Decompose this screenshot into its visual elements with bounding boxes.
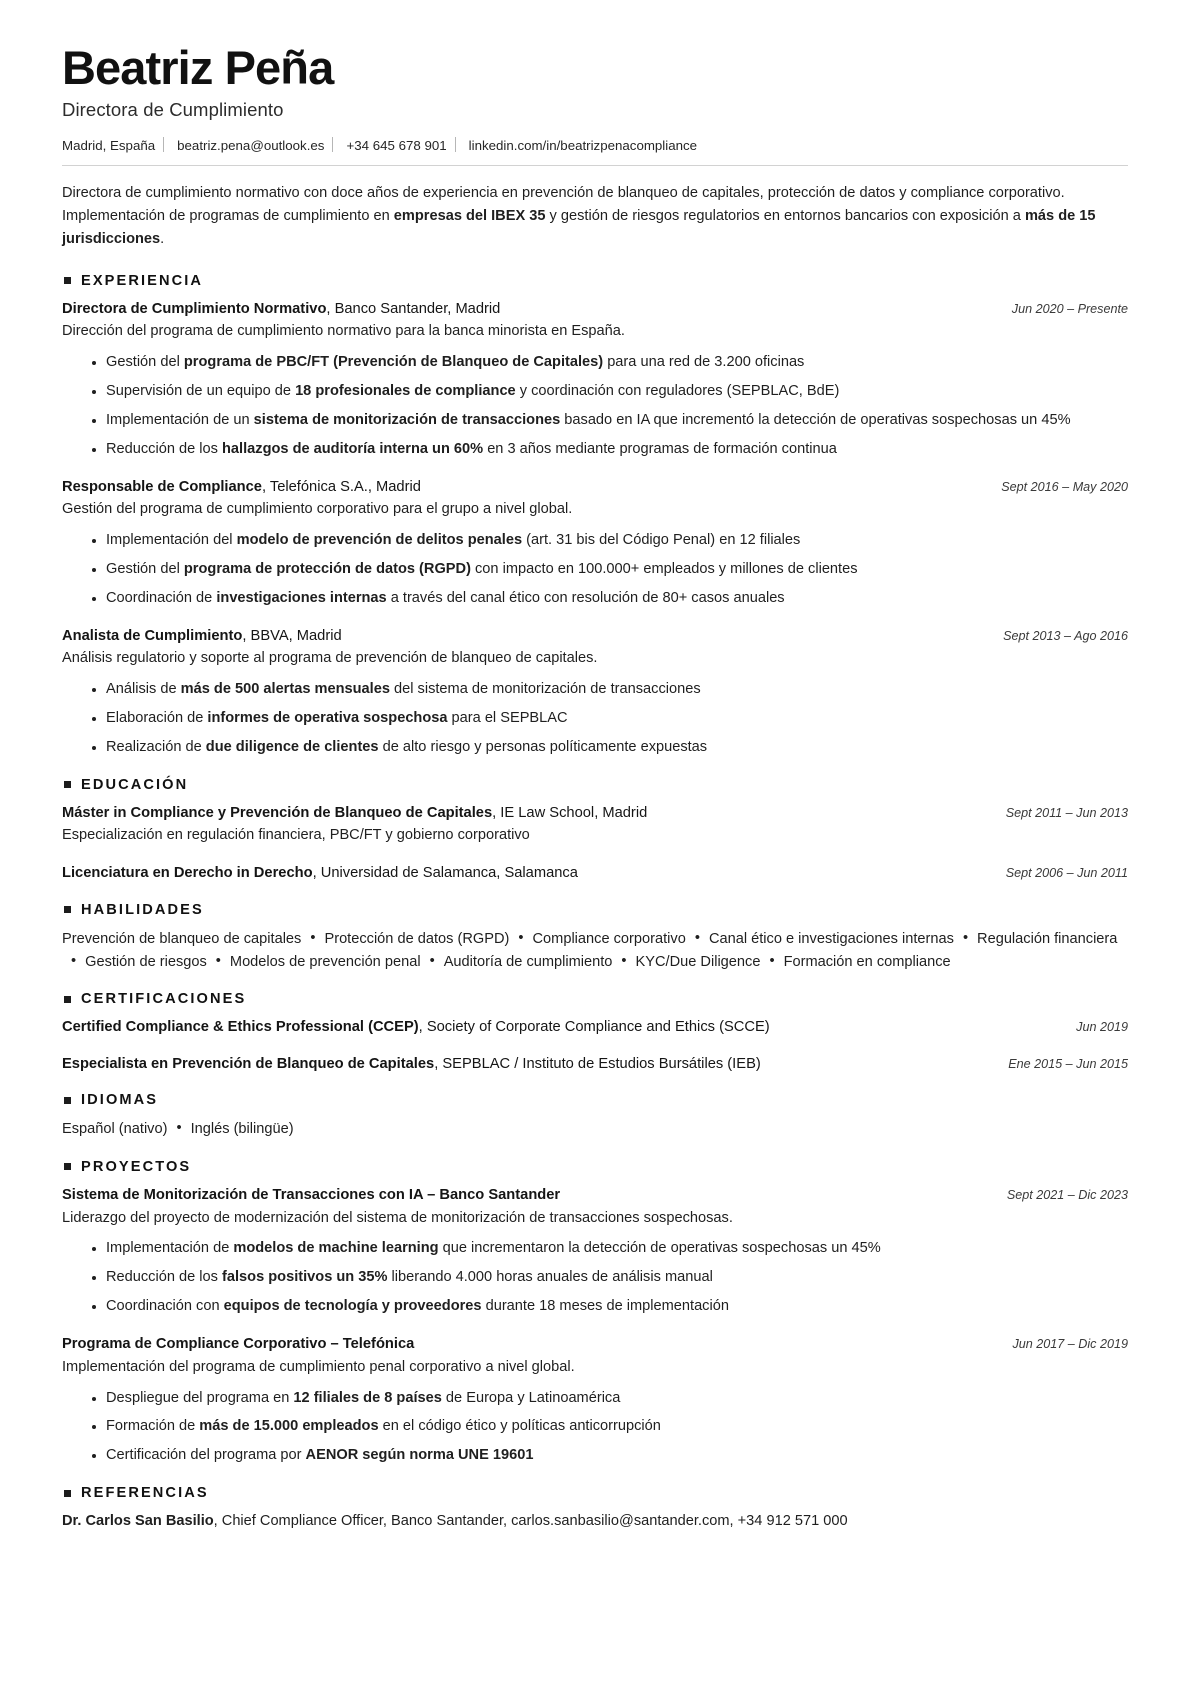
list-item: Auditoría de cumplimiento: [443, 953, 613, 970]
entry-bullet: [92, 679, 1128, 701]
entry-organization: , Universidad de Salamanca, Salamanca: [312, 865, 578, 882]
contact-separator: [455, 137, 456, 152]
entry-description: Gestión del programa de cumplimiento corporativo para el grupo a nivel global.: [62, 501, 573, 518]
entry: [62, 1185, 1128, 1318]
entry-title: [62, 1185, 560, 1206]
entry: [62, 803, 1128, 847]
section-marker-icon: [64, 781, 71, 788]
entry-bullet: [92, 1445, 1128, 1467]
bullet-text: Despliegue del programa en: [106, 1389, 294, 1406]
candidate-headline: Directora de Cumplimiento: [62, 98, 284, 120]
entry-bullet-list: [62, 352, 1128, 461]
section-header-educacion: [64, 777, 1128, 793]
entry-bullet: [92, 559, 1128, 581]
bullet-highlight: 12 filiales de 8 países: [293, 1389, 442, 1406]
summary-text-1: Directora de cumplimiento normativo con doce años de experiencia en prevención de blanqueo de capitales, protección de datos y compliance corporativo. Implementación de programas de cumplimiento en: [62, 184, 1065, 224]
entry-bullet-list: [62, 530, 1128, 610]
entry-organization: , BBVA, Madrid: [242, 627, 342, 644]
section-header-proyectos: [64, 1159, 1128, 1175]
entry-title: [62, 803, 647, 824]
bullet-dot-icon: •: [71, 952, 77, 969]
entry-header: [62, 1054, 1128, 1075]
entry-bullet: [92, 1267, 1128, 1289]
section-header-referencias: [64, 1485, 1128, 1501]
bullet-text: para una red de 3.200 oficinas: [603, 354, 805, 371]
section-header-habilidades: [64, 902, 1128, 918]
section-header-idiomas: [64, 1092, 1128, 1108]
entry-bullet: [92, 439, 1128, 461]
section-habilidades: [62, 902, 1128, 973]
entry-role: Especialista en Prevención de Blanqueo de Capitales: [62, 1055, 435, 1072]
bullet-text: basado en IA que incrementó la detección de operativas sospechosas un 45%: [560, 411, 1071, 428]
bullet-text: en 3 años mediante programas de formación continua: [483, 440, 837, 457]
entry-bullet: [92, 381, 1128, 403]
resume-header: [62, 41, 1128, 153]
bullet-highlight: programa de PBC/FT (Prevención de Blanqueo de Capitales): [183, 354, 604, 371]
list-item: Gestión de riesgos: [85, 953, 207, 970]
reference-name: Dr. Carlos San Basilio: [62, 1513, 214, 1530]
entry-bullet-list: [62, 1238, 1128, 1318]
entry-role: Licenciatura en Derecho in Derecho: [62, 865, 313, 882]
entry-date: Jun 2017 – Dic 2019: [1012, 1337, 1128, 1352]
bullet-text: Coordinación con: [106, 1298, 224, 1315]
section-marker-icon: [64, 1490, 71, 1497]
entry-bullet: [92, 1416, 1128, 1438]
bullet-text: Implementación de: [106, 1240, 234, 1257]
list-item: Inglés (bilingüe): [190, 1121, 294, 1138]
contact-item[interactable]: +34 645 678 901: [346, 137, 447, 153]
entry-title: [62, 477, 421, 498]
entry-organization: , SEPBLAC / Instituto de Estudios Bursátiles (IEB): [434, 1055, 761, 1072]
bullet-highlight: sistema de monitorización de transacciones: [253, 411, 561, 428]
bullet-text: Reducción de los: [106, 440, 223, 457]
bullet-text: Certificación del programa por: [106, 1447, 306, 1464]
entry-date: Sept 2016 – May 2020: [1001, 479, 1128, 494]
entry-header: [62, 863, 1128, 884]
contact-item[interactable]: beatriz.pena@outlook.es: [177, 137, 325, 153]
entry-bullet: [92, 708, 1128, 730]
contact-separator: [163, 137, 164, 152]
bullet-text: del sistema de monitorización de transacciones: [389, 681, 701, 698]
entry-header: [62, 1185, 1128, 1206]
entry-role: Sistema de Monitorización de Transacciones con IA – Banco Santander: [62, 1186, 561, 1203]
list-item: Español (nativo): [62, 1121, 168, 1138]
bullet-text: Gestión del: [106, 354, 184, 371]
bullet-dot-icon: •: [621, 952, 627, 969]
entry: [62, 1054, 1128, 1075]
entry-header: [62, 803, 1128, 824]
bullet-highlight: modelo de prevención de delitos penales: [236, 532, 523, 549]
entry-header: [62, 1334, 1128, 1355]
section-marker-icon: [64, 996, 71, 1003]
list-item: Prevención de blanqueo de capitales: [62, 930, 302, 947]
bullet-text: Implementación de un: [106, 411, 254, 428]
idiomas-inline-list: [62, 1118, 1128, 1141]
entry-role: Responsable de Compliance: [62, 478, 262, 495]
entry-bullet: [92, 1296, 1128, 1318]
entry-description: Análisis regulatorio y soporte al programa de prevención de blanqueo de capitales.: [62, 650, 598, 667]
bullet-dot-icon: •: [962, 929, 969, 946]
entry: [62, 863, 1128, 884]
entry-bullet: [92, 737, 1128, 759]
entry: [62, 299, 1128, 461]
entry-header: [62, 477, 1128, 498]
summary-text-2: y gestión de riesgos regulatorios en entornos bancarios con exposición a: [545, 207, 1025, 224]
contact-line: [62, 135, 1128, 153]
entry-organization: , Banco Santander, Madrid: [326, 300, 501, 317]
list-item: Modelos de prevención penal: [229, 953, 421, 970]
bullet-highlight: AENOR según norma UNE 19601: [305, 1447, 534, 1464]
reference-entry: [62, 1511, 1128, 1533]
bullet-text: con impacto en 100.000+ empleados y millones de clientes: [470, 560, 858, 577]
section-idiomas: [62, 1092, 1128, 1141]
entry: [62, 1334, 1128, 1467]
entry-organization: , Telefónica S.A., Madrid: [261, 478, 421, 495]
list-item: Regulación financiera: [977, 930, 1118, 947]
bullet-text: que incrementaron la detección de operativas sospechosas un 45%: [438, 1240, 881, 1257]
entry-bullet: [92, 1388, 1128, 1410]
section-referencias: [62, 1485, 1128, 1533]
bullet-highlight: programa de protección de datos (RGPD): [183, 560, 471, 577]
entry-title: [62, 299, 500, 320]
bullet-highlight: due diligence de clientes: [205, 739, 379, 756]
professional-summary: [62, 182, 1128, 251]
entry-title: [62, 1017, 770, 1038]
entry-role: Analista de Cumplimiento: [62, 627, 243, 644]
entry-date: Jun 2020 – Presente: [1011, 301, 1128, 316]
entry-header: [62, 299, 1128, 320]
entry-title: [62, 1054, 761, 1075]
section-title: EXPERIENCIA: [81, 272, 204, 289]
reference-detail: , Chief Compliance Officer, Banco Santander, carlos.sanbasilio@santander.com, +34 912 571 000: [213, 1513, 848, 1530]
entry-bullet: [92, 1238, 1128, 1260]
entry: [62, 626, 1128, 759]
contact-item[interactable]: Madrid, España: [62, 137, 156, 153]
bullet-text: Formación de: [106, 1418, 200, 1435]
entry-organization: , Society of Corporate Compliance and Ethics (SCCE): [418, 1019, 770, 1036]
list-item: Formación en compliance: [783, 953, 951, 970]
contact-item[interactable]: linkedin.com/in/beatrizpenacompliance: [468, 137, 698, 153]
bullet-text: de Europa y Latinoamérica: [441, 1389, 621, 1406]
bullet-text: Supervisión de un equipo de: [106, 382, 296, 399]
section-header-certificaciones: [64, 991, 1128, 1007]
list-item: Canal ético e investigaciones internas: [708, 930, 954, 947]
entry-description: Implementación del programa de cumplimiento penal corporativo a nivel global.: [62, 1358, 575, 1375]
section-title: IDIOMAS: [81, 1092, 159, 1109]
entry: [62, 477, 1128, 610]
section-educacion: [62, 777, 1128, 884]
sections-root: [62, 273, 1128, 1534]
summary-bold-1: empresas del IBEX 35: [393, 207, 546, 224]
summary-bold-2: más de 15 jurisdicciones: [62, 207, 1096, 247]
entry-organization: , IE Law School, Madrid: [492, 804, 648, 821]
entry-title: [62, 863, 578, 884]
entry-description: Liderazgo del proyecto de modernización del sistema de monitorización de transacciones sospechosas.: [62, 1209, 733, 1226]
bullet-highlight: hallazgos de auditoría interna un 60%: [222, 440, 484, 457]
contact-separator: [332, 137, 333, 152]
bullet-dot-icon: •: [310, 929, 316, 946]
entry-header: [62, 1017, 1128, 1038]
bullet-dot-icon: •: [769, 952, 775, 969]
section-certificaciones: [62, 991, 1128, 1074]
section-marker-icon: [64, 906, 71, 913]
header-divider: [62, 165, 1128, 166]
bullet-highlight: más de 500 alertas mensuales: [180, 681, 390, 698]
bullet-dot-icon: •: [215, 952, 221, 969]
bullet-text: en el código ético y políticas anticorrupción: [378, 1418, 661, 1435]
bullet-text: de alto riesgo y personas políticamente expuestas: [378, 739, 708, 756]
bullet-text: Elaboración de: [106, 710, 208, 727]
bullet-text: (art. 31 bis del Código Penal) en 12 filiales: [522, 532, 801, 549]
section-marker-icon: [64, 1097, 71, 1104]
bullet-highlight: modelos de machine learning: [233, 1240, 439, 1257]
bullet-text: Implementación del: [106, 532, 237, 549]
entry-bullet-list: [62, 1388, 1128, 1468]
bullet-text: y coordinación con reguladores (SEPBLAC, BdE): [515, 382, 840, 399]
bullet-text: liberando 4.000 horas anuales de análisis manual: [387, 1269, 713, 1286]
entry-date: Ene 2015 – Jun 2015: [1008, 1056, 1128, 1071]
section-title: CERTIFICACIONES: [81, 991, 247, 1008]
entry-date: Sept 2006 – Jun 2011: [1005, 866, 1128, 881]
entry-bullet-list: [62, 679, 1128, 759]
entry-title: [62, 626, 342, 647]
habilidades-inline-list: [62, 928, 1128, 973]
section-title: EDUCACIÓN: [81, 776, 189, 793]
bullet-dot-icon: •: [429, 952, 435, 969]
entry-description: Especialización en regulación financiera, PBC/FT y gobierno corporativo: [62, 827, 530, 844]
entry-bullet: [92, 410, 1128, 432]
section-header-experiencia: [64, 273, 1128, 289]
bullet-text: Reducción de los: [106, 1269, 223, 1286]
bullet-text: Coordinación de: [106, 589, 217, 606]
bullet-dot-icon: •: [694, 929, 700, 946]
entry-description: Dirección del programa de cumplimiento normativo para la banca minorista en España.: [62, 323, 625, 340]
bullet-highlight: informes de operativa sospechosa: [207, 710, 448, 727]
entry-role: Certified Compliance & Ethics Professional (CCEP): [62, 1019, 419, 1036]
bullet-highlight: más de 15.000 empleados: [199, 1418, 379, 1435]
entry-bullet: [92, 352, 1128, 374]
bullet-text: Gestión del: [106, 560, 184, 577]
section-proyectos: [62, 1159, 1128, 1467]
entry-date: Jun 2019: [1076, 1020, 1128, 1035]
section-title: REFERENCIAS: [81, 1485, 209, 1502]
bullet-text: para el SEPBLAC: [447, 710, 568, 727]
list-item: Compliance corporativo: [532, 930, 686, 947]
bullet-text: Realización de: [106, 739, 206, 756]
section-marker-icon: [64, 277, 71, 284]
entry-date: Sept 2013 – Ago 2016: [1003, 628, 1128, 643]
entry-header: [62, 626, 1128, 647]
entry-bullet: [92, 588, 1128, 610]
entry: [62, 1017, 1128, 1038]
section-marker-icon: [64, 1163, 71, 1170]
list-item: KYC/Due Diligence: [635, 953, 761, 970]
entry-role: Programa de Compliance Corporativo – Telefónica: [62, 1336, 415, 1353]
bullet-highlight: falsos positivos un 35%: [222, 1269, 388, 1286]
entry-bullet: [92, 530, 1128, 552]
bullet-highlight: 18 profesionales de compliance: [295, 382, 516, 399]
bullet-dot-icon: •: [176, 1120, 182, 1137]
bullet-dot-icon: •: [518, 929, 524, 946]
summary-text-3: .: [160, 230, 165, 247]
section-experiencia: [62, 273, 1128, 759]
section-title: HABILIDADES: [81, 901, 204, 918]
entry-role: Directora de Cumplimiento Normativo: [62, 300, 327, 317]
bullet-highlight: equipos de tecnología y proveedores: [223, 1298, 482, 1315]
list-item: Protección de datos (RGPD): [324, 930, 510, 947]
bullet-text: a través del canal ético con resolución de 80+ casos anuales: [386, 589, 785, 606]
section-title: PROYECTOS: [81, 1158, 192, 1175]
bullet-highlight: investigaciones internas: [216, 589, 387, 606]
entry-date: Sept 2011 – Jun 2013: [1005, 805, 1128, 820]
entry-date: Sept 2021 – Dic 2023: [1006, 1187, 1128, 1202]
bullet-text: durante 18 meses de implementación: [481, 1298, 729, 1315]
entry-title: [62, 1334, 414, 1355]
candidate-name: Beatriz Peña: [62, 41, 334, 94]
bullet-text: Análisis de: [106, 681, 181, 698]
entry-role: Máster in Compliance y Prevención de Blanqueo de Capitales: [62, 804, 493, 821]
